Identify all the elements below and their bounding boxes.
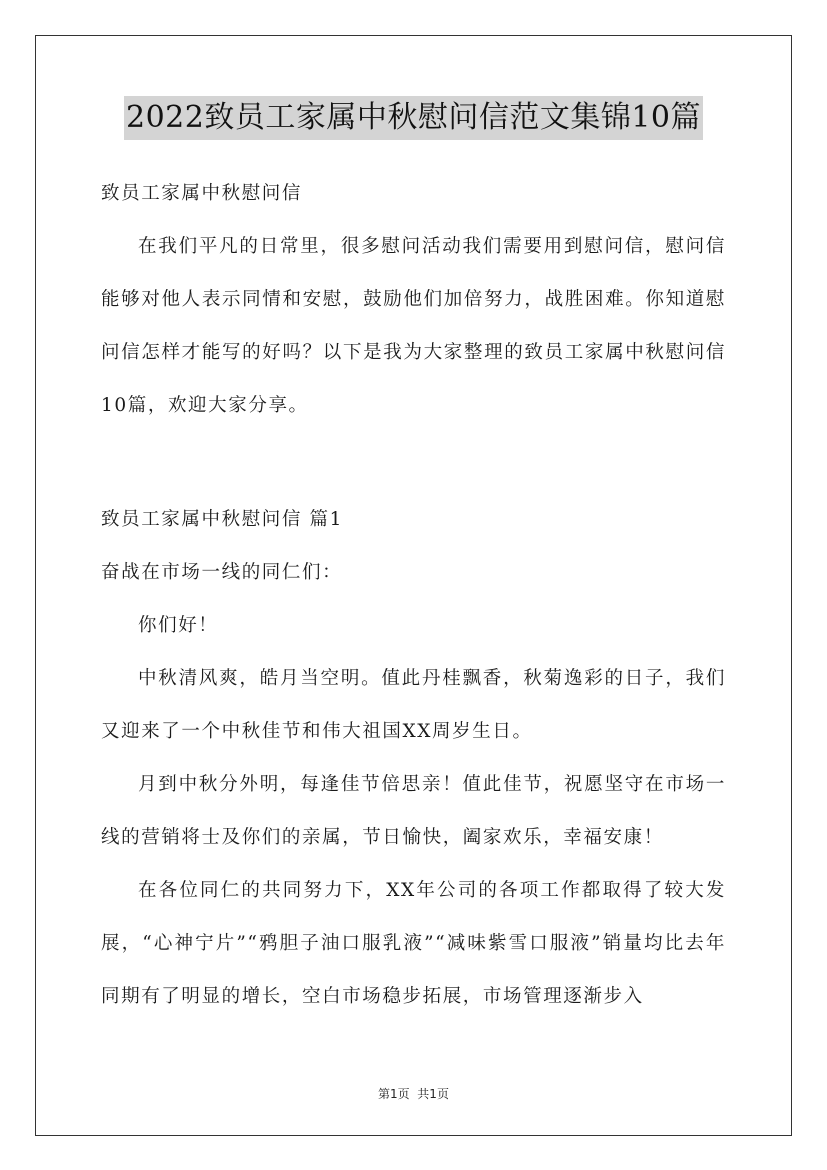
intro-paragraph: 在我们平凡的日常里，很多慰问活动我们需要用到慰问信，慰问信能够对他人表示同情和安慰，鼓励他们加倍努力，战胜困难。你知道慰问信怎样才能写的好吗？以下是我为大家整理的致员工家属中秋慰问信10篇，欢迎大家分享。 bbox=[101, 236, 726, 416]
greeting: 你们好！ bbox=[138, 615, 219, 636]
page-footer: 第1页 共1页 bbox=[378, 1087, 449, 1101]
salutation: 奋战在市场一线的同仁们： bbox=[101, 562, 343, 583]
body-paragraph-3: 在各位同仁的共同努力下，XX年公司的各项工作都取得了较大发展，“心神宁片”“鸦胆子油口服乳液”“减味紫雪口服液”销量均比去年同期有了明显的增长，空白市场稳步拓展，市场管理逐渐步入 bbox=[101, 880, 726, 1007]
title-container bbox=[0, 96, 827, 140]
body-paragraph-1: 中秋清风爽，皓月当空明。值此丹桂飘香，秋菊逸彩的日子，我们又迎来了一个中秋佳节和伟大祖国XX周岁生日。 bbox=[101, 668, 726, 742]
body-paragraph-2: 月到中秋分外明，每逢佳节倍思亲！值此佳节，祝愿坚守在市场一线的营销将士及你们的亲属，节日愉快，阖家欢乐，幸福安康！ bbox=[101, 774, 726, 848]
document-title: 2022致员工家属中秋慰问信范文集锦10篇 bbox=[124, 96, 703, 140]
subtitle: 致员工家属中秋慰问信 bbox=[101, 183, 303, 204]
section-heading: 致员工家属中秋慰问信 篇1 bbox=[101, 509, 343, 530]
